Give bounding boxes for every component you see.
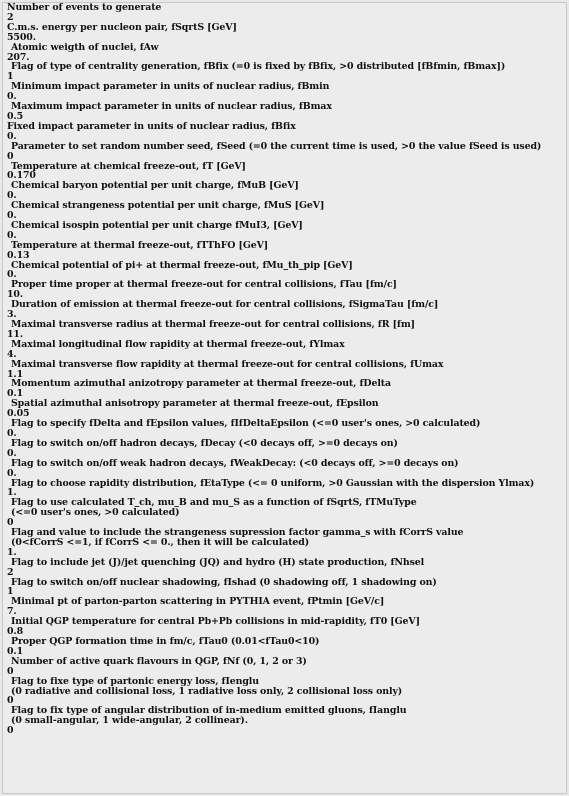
- parameter-description: Chemical isospin potential per unit charge fMuI3, [GeV]: [11, 219, 303, 231]
- parameter-description: Chemical strangeness potential per unit charge, fMuS [GeV]: [11, 200, 325, 212]
- parameter-description: Fixed impact parameter in units of nuclear radius, fBfix: [7, 120, 296, 132]
- parameter-description: Minimal pt of parton-parton scattering in PYTHIA event, fPtmin [GeV/c]: [11, 596, 385, 608]
- parameter-description: Maximum impact parameter in units of nuclear radius, fBmax: [11, 101, 332, 113]
- parameter-description: Flag to use calculated T_ch, mu_B and mu_S as a function of fSqrtS, fTMuType: [11, 497, 417, 509]
- parameter-description: Initial QGP temperature for central Pb+Pb collisions in mid-rapidity, fT0 [GeV]: [11, 616, 420, 628]
- parameter-value: 1: [7, 586, 14, 598]
- parameter-description: Spatial azimuthal anisotropy parameter at thermal freeze-out, fEpsilon: [11, 398, 379, 410]
- parameter-description: Flag to switch on/off hadron decays, fDecay (<0 decays off, >=0 decays on): [11, 437, 398, 449]
- parameter-description: Flag to switch on/off nuclear shadowing, fIshad (0 shadowing off, 1 shadowing on): [11, 576, 437, 588]
- parameter-value: 1.: [7, 546, 17, 558]
- parameter-description: Maximal transverse flow rapidity at thermal freeze-out for central collisions, fUmax: [11, 358, 444, 370]
- parameter-description: Chemical baryon potential per unit charge, fMuB [GeV]: [11, 180, 299, 192]
- parameter-description: Number of events to generate: [7, 2, 162, 13]
- parameter-value: 0: [7, 665, 14, 677]
- parameter-description: Flag to fix type of angular distribution of in-medium emitted gluons, fIanglu: [11, 705, 407, 717]
- parameter-description: Duration of emission at thermal freeze-out for central collisions, fSigmaTau [fm/c]: [11, 299, 439, 311]
- parameter-value: 0.1: [7, 645, 24, 657]
- parameter-value: 0.: [7, 190, 17, 202]
- parameter-value: 7.: [7, 606, 17, 618]
- parameter-value: 0.: [7, 229, 17, 241]
- parameter-description: Maximal longitudinal flow rapidity at thermal freeze-out, fYlmax: [11, 338, 345, 350]
- parameter-description: Flag to specify fDelta and fEpsilon values, fIfDeltaEpsilon (<=0 user's ones, >0 calculated): [11, 418, 481, 430]
- parameter-description: Flag to include jet (J)/jet quenching (JQ) and hydro (H) state production, fNhsel: [11, 556, 425, 568]
- parameter-value: 5500.: [7, 31, 36, 43]
- parameter-value: 10.: [7, 289, 24, 301]
- parameter-value: 0.1: [7, 388, 24, 400]
- parameter-value: 2: [7, 566, 14, 578]
- parameter-value: 0.170: [7, 170, 36, 182]
- parameter-description: Flag to switch on/off weak hadron decays, fWeakDecay: (<0 decays off, >=0 decays on): [11, 457, 459, 469]
- parameter-value: 3.: [7, 309, 17, 321]
- parameter-value: 0.: [7, 91, 17, 103]
- parameter-value: 207.: [7, 51, 30, 63]
- parameter-description: C.m.s. energy per nucleon pair, fSqrtS [GeV]: [7, 21, 237, 33]
- parameter-value: 0.13: [7, 249, 30, 261]
- parameter-value: 0.: [7, 210, 17, 222]
- parameter-description: Minimum impact parameter in units of nuclear radius, fBmin: [11, 81, 330, 93]
- parameter-value: 2: [7, 11, 14, 23]
- parameter-value: 0: [7, 150, 14, 162]
- parameter-description: Flag of type of centrality generation, fBfix (=0 is fixed by fBfix, >0 distributed [fBfmin, fBmax]): [11, 61, 506, 73]
- parameter-description: Momentum azimuthal anizotropy parameter at thermal freeze-out, fDelta: [11, 378, 391, 390]
- parameter-description: Number of active quark flavours in QGP, fNf (0, 1, 2 or 3): [11, 655, 307, 667]
- parameter-value: 0.: [7, 269, 17, 281]
- parameter-description: (0 small-angular, 1 wide-angular, 2 collinear).: [11, 715, 248, 727]
- parameter-value: 0.: [7, 130, 17, 142]
- parameter-value: 0: [7, 725, 14, 737]
- parameter-value: 4.: [7, 348, 17, 360]
- parameter-value: 0: [7, 695, 14, 707]
- parameter-description: Proper QGP formation time in fm/c, fTau0 (0.01<fTau0<10): [11, 636, 320, 647]
- parameter-description: Proper time proper at thermal freeze-out for central collisions, fTau [fm/c]: [11, 279, 397, 291]
- parameter-description: (<=0 user's ones, >0 calculated): [11, 507, 180, 519]
- parameter-description: Temperature at thermal freeze-out, fTThFO [GeV]: [11, 239, 269, 251]
- parameter-value: 0.8: [7, 626, 24, 638]
- parameter-value: 1: [7, 71, 14, 83]
- parameter-file-document: [2, 2, 567, 794]
- parameter-value: 0.: [7, 427, 17, 439]
- parameter-value: 1.1: [7, 368, 24, 380]
- parameter-value: 0: [7, 517, 14, 529]
- parameter-description: Temperature at chemical freeze-out, fT [GeV]: [11, 160, 246, 172]
- parameter-description: Atomic weigth of nuclei, fAw: [11, 41, 159, 53]
- parameter-description: Chemical potential of pi+ at thermal freeze-out, fMu_th_pip [GeV]: [11, 259, 353, 271]
- parameter-description: (0<fCorrS <=1, if fCorrS <= 0., then it will be calculated): [11, 536, 310, 548]
- parameter-description: Flag to fixe type of partonic energy loss, fIenglu: [11, 675, 259, 687]
- parameter-value: 0.: [7, 447, 17, 459]
- parameter-value: 1.: [7, 487, 17, 499]
- parameter-value: 11.: [7, 328, 24, 340]
- parameter-description: (0 radiative and collisional loss, 1 radiative loss only, 2 collisional loss only): [11, 685, 403, 697]
- parameter-value: 0.05: [7, 408, 30, 420]
- parameter-description: Flag and value to include the strangeness supression factor gamma_s with fCorrS value: [11, 527, 464, 539]
- parameter-value: 0.: [7, 467, 17, 479]
- parameter-description: Flag to choose rapidity distribution, fEtaType (<= 0 uniform, >0 Gaussian with the dispersion Ylmax): [11, 477, 535, 489]
- parameter-description: Parameter to set random number seed, fSeed (=0 the current time is used, >0 the value fSeed is used): [11, 140, 542, 152]
- parameter-description: Maximal transverse radius at thermal freeze-out for central collisions, fR [fm]: [11, 319, 416, 330]
- parameter-value: 0.5: [7, 110, 24, 122]
